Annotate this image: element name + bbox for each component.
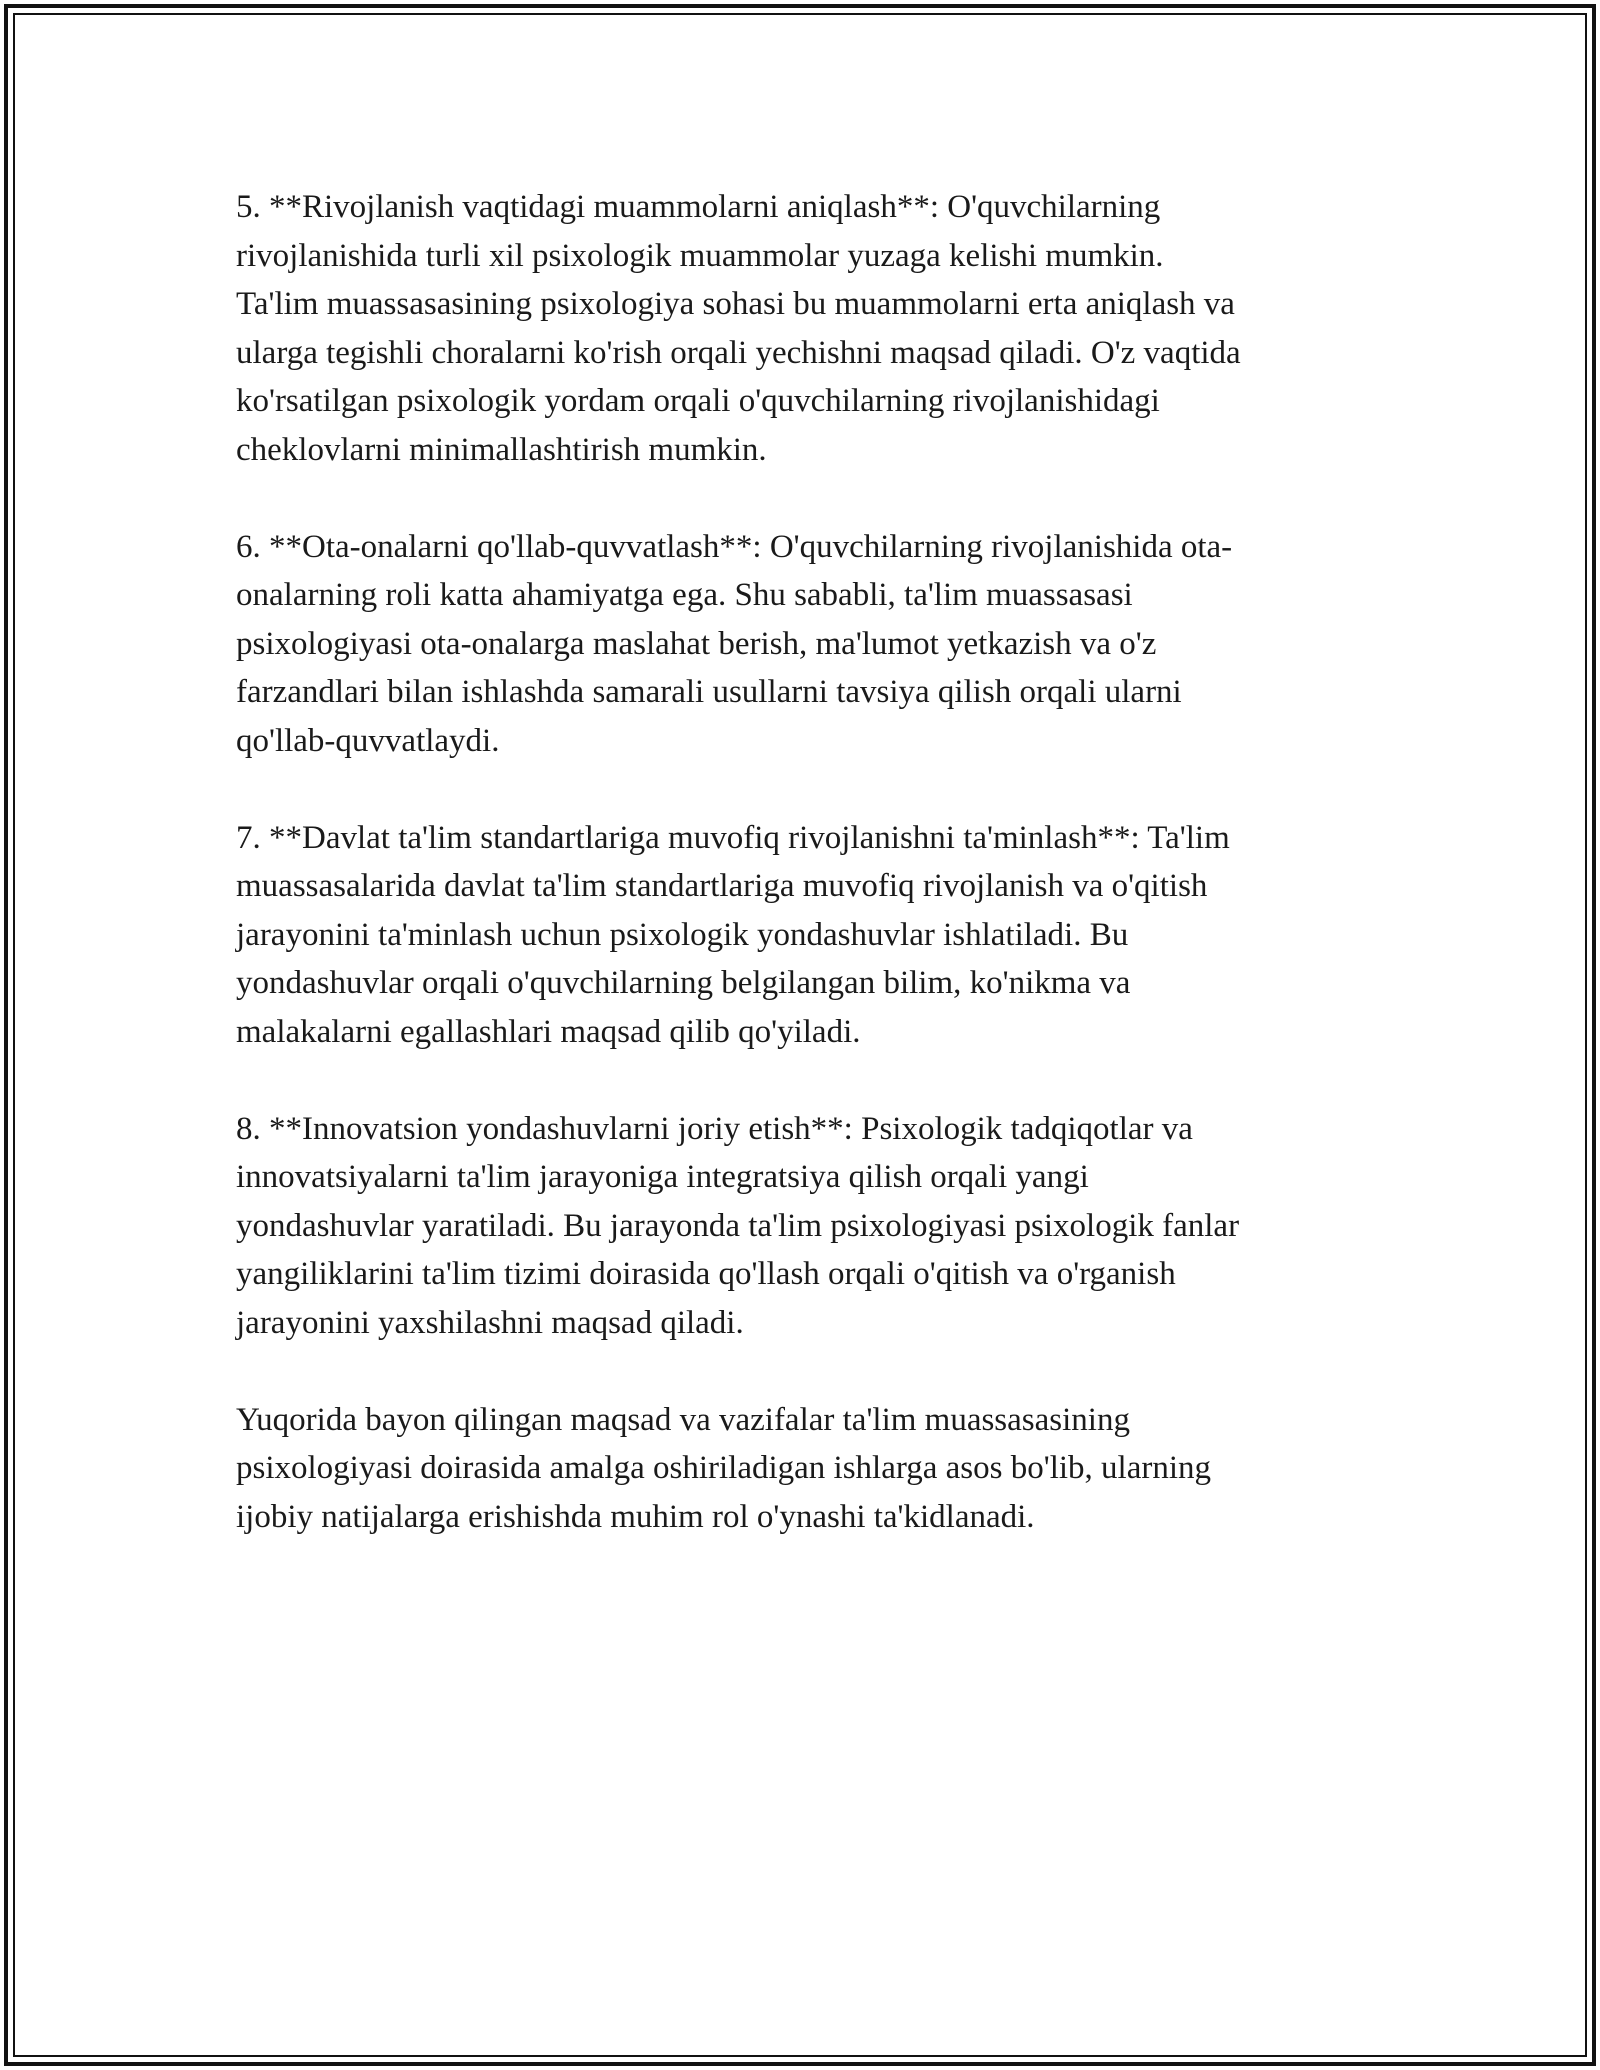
document-body [236, 183, 1366, 1590]
paragraph-conclusion: Yuqorida bayon qilingan maqsad va vazifalar ta'lim muassasasining psixologiyasi doirasida amalga oshiriladigan ishlarga asos bo'lib, ularning ijobiy natijalarga erishishda muhim rol o'ynashi ta'kidlanadi. [236, 1401, 1211, 1535]
paragraph-item-7: 7. **Davlat ta'lim standartlariga muvofiq rivojlanishni ta'minlash**: Ta'lim muassasalarida davlat ta'lim standartlariga muvofiq rivojlanish va o'qitish jarayonini ta'minlash uchun psixologik yondashuvlar ishlatiladi. Bu yondashuvlar orqali o'quvchilarning belgilangan bilim, ko'nikma va malakalarni egallashlari maqsad qilib qo'yiladi. [236, 819, 1230, 1050]
paragraph-item-8: 8. **Innovatsion yondashuvlarni joriy etish**: Psixologik tadqiqotlar va innovatsiyalarni ta'lim jarayoniga integratsiya qilish orqali yangi yondashuvlar yaratiladi. Bu jarayonda ta'lim psixologiyasi psixologik fanlar yangiliklarini ta'lim tizimi doirasida qo'llash orqali o'qitish va o'rganish jarayonini yaxshilashni maqsad qiladi. [236, 1110, 1240, 1341]
paragraph-item-6: 6. **Ota-onalarni qo'llab-quvvatlash**: O'quvchilarning rivojlanishida ota- onalarning roli katta ahamiyatga ega. Shu sababli, ta'lim muassasasi psixologiyasi ota-onalarga maslahat berish, ma'lumot yetkazish va o'z farzandlari bilan ishlashda samarali usullarni tavsiya qilish orqali ularni qo'llab-quvvatlaydi. [236, 528, 1233, 759]
paragraph-item-5: 5. **Rivojlanish vaqtidagi muammolarni aniqlash**: O'quvchilarning rivojlanishida turli xil psixologik muammolar yuzaga kelishi mumkin. Ta'lim muassasasining psixologiya sohasi bu muammolarni erta aniqlash va ularga tegishli choralarni ko'rish orqali yechishni maqsad qiladi. O'z vaqtida ko'rsatilgan psixologik yordam orqali o'quvchilarning rivojlanishidagi cheklovlarni minimallashtirish mumkin. [236, 189, 1241, 468]
